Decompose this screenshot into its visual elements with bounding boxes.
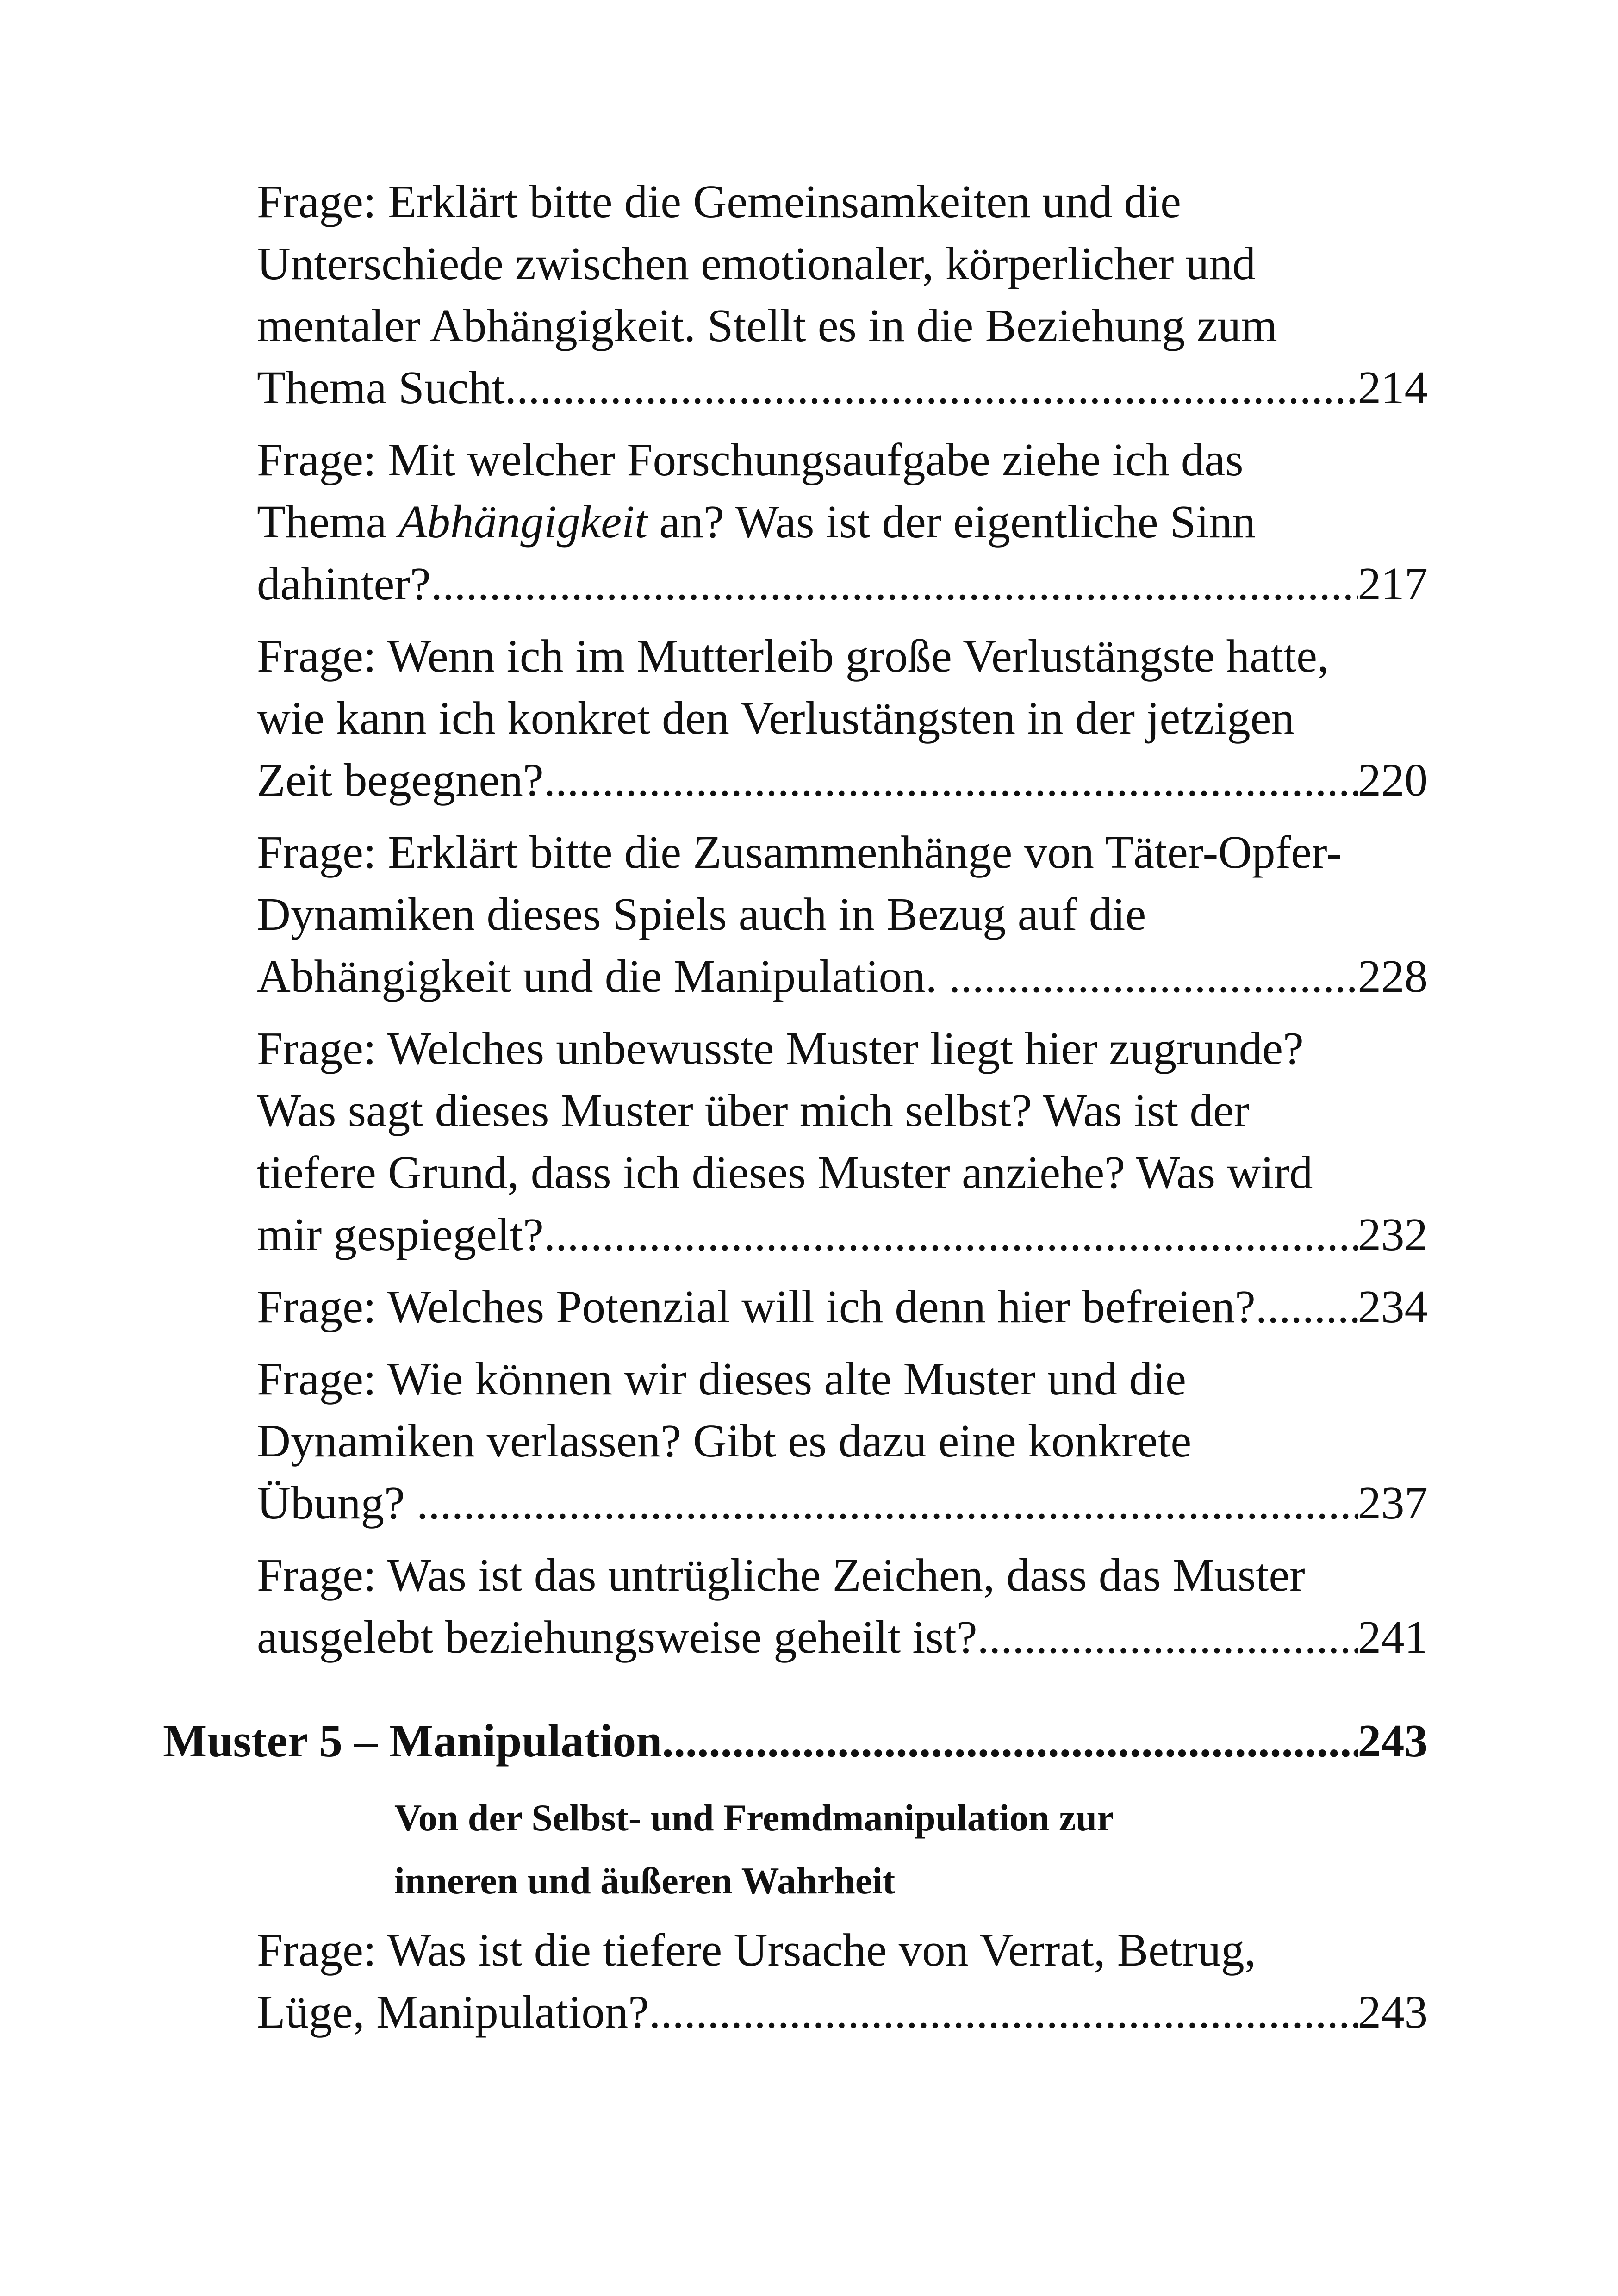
dot-leader [417, 1472, 1357, 1534]
toc-entry-last-line [257, 749, 1428, 811]
toc-entry[interactable] [257, 429, 1428, 615]
toc-page-number: 241 [1357, 1611, 1428, 1663]
toc-entry[interactable] [257, 170, 1428, 418]
toc-entry[interactable] [257, 1348, 1428, 1534]
toc-page-number: 217 [1357, 558, 1428, 610]
toc-entry-text: Thema [257, 496, 398, 548]
toc-entry-last-line [257, 1606, 1428, 1668]
dot-leader [431, 553, 1358, 615]
dot-leader [977, 1606, 1358, 1668]
toc-page-number: 243 [1357, 1986, 1428, 2038]
toc-chapter-heading[interactable] [163, 1710, 1428, 1772]
chapter-subtitle-line: Von der Selbst- und Fremdmanipulation zur [394, 1797, 1114, 1839]
toc-entry[interactable] [257, 821, 1428, 1007]
toc-entry-line: Was sagt dieses Muster über mich selbst? Was ist der [257, 1084, 1250, 1136]
toc-page-number: 237 [1357, 1477, 1428, 1529]
toc-entry-last-line [257, 1203, 1428, 1265]
toc-entry-last-line [257, 356, 1428, 418]
dot-leader [662, 1710, 1357, 1772]
toc-entry-line: Frage: Was ist das untrügliche Zeichen, dass das Muster [257, 1549, 1305, 1601]
dot-leader [517, 356, 1358, 418]
toc-entry-last-line [257, 1472, 1428, 1534]
toc-entry-line: Frage: Erklärt bitte die Gemeinsamkeiten und die [257, 175, 1181, 227]
toc-entry-text: Übung? [257, 1477, 417, 1529]
toc-entry-text: Abhängigkeit und die Manipulation. [257, 950, 949, 1002]
toc-entry[interactable] [257, 1017, 1428, 1265]
toc-page-number: 214 [1357, 361, 1428, 413]
toc-page-number: 243 [1357, 1715, 1428, 1767]
toc-chapter-line [163, 1710, 1428, 1772]
toc-entry-last-line [257, 553, 1428, 615]
toc-entry-text: Zeit begegnen? [257, 754, 544, 806]
toc-entry-text: Frage: Welches Potenzial will ich denn hier befreien? [257, 1281, 1256, 1332]
toc-entry-line: Unterschiede zwischen emotionaler, körperlicher und [257, 237, 1256, 289]
toc-entry-line: mentaler Abhängigkeit. Stellt es in die Beziehung zum [257, 299, 1277, 351]
toc-entry-text: Lüge, Manipulation? [257, 1986, 649, 2038]
toc-entry-line: Dynamiken dieses Spiels auch in Bezug auf die [257, 888, 1146, 940]
toc-entry-line: Frage: Wenn ich im Mutterleib große Verlustängste hatte, [257, 630, 1329, 682]
dot-leader [544, 749, 1358, 811]
toc-entry[interactable] [257, 1276, 1428, 1338]
chapter-title: Muster 5 – Manipulation [163, 1715, 662, 1767]
toc-page-number: 220 [1357, 754, 1428, 806]
toc-entry-last-line [257, 1276, 1428, 1338]
toc-entry[interactable] [257, 625, 1428, 811]
dot-leader [949, 945, 1357, 1007]
toc-entry-text: an? Was ist der eigentliche Sinn [647, 496, 1256, 548]
toc-entry-line: Frage: Welches unbewusste Muster liegt hier zugrunde? [257, 1022, 1304, 1074]
toc-entry-text: dahinter? [257, 558, 431, 610]
dot-leader [649, 1981, 1357, 2043]
toc-entry-text: ausgelebt beziehungsweise geheilt ist? [257, 1611, 977, 1663]
toc-page-number: 234 [1357, 1281, 1428, 1332]
chapter-subtitle-line: inneren und äußeren Wahrheit [394, 1860, 896, 1902]
toc-entry-line: Frage: Was ist die tiefere Ursache von Verrat, Betrug, [257, 1924, 1256, 1976]
toc-entry-text: Thema Sucht. [257, 361, 517, 413]
toc-entry-line: tiefere Grund, dass ich dieses Muster anziehe? Was wird [257, 1146, 1313, 1198]
toc-entry[interactable] [257, 1919, 1428, 2043]
toc-entry-line [257, 491, 1428, 553]
toc-entry-line: Frage: Wie können wir dieses alte Muster und die [257, 1353, 1186, 1405]
toc-entry-emphasis: Abhängigkeit [398, 496, 648, 548]
toc-page-number: 232 [1357, 1208, 1428, 1260]
toc-entry-line: Frage: Mit welcher Forschungsaufgabe ziehe ich das [257, 434, 1244, 485]
dot-leader [544, 1203, 1358, 1265]
toc-entry-last-line [257, 1981, 1428, 2043]
toc-entry-line: Frage: Erklärt bitte die Zusammenhänge von Täter-Opfer- [257, 826, 1342, 878]
dot-leader [1256, 1276, 1358, 1338]
toc-entries-chapter-5 [257, 1919, 1428, 2053]
toc-entry[interactable] [257, 1544, 1428, 1668]
toc-entry-last-line [257, 945, 1428, 1007]
toc-entry-text: mir gespiegelt? [257, 1208, 544, 1260]
chapter-subtitle [394, 1786, 1114, 1912]
toc-entries [257, 170, 1428, 1678]
toc-page-number: 228 [1357, 950, 1428, 1002]
toc-entry-line: Dynamiken verlassen? Gibt es dazu eine konkrete [257, 1415, 1192, 1467]
toc-entry-line: wie kann ich konkret den Verlustängsten in der jetzigen [257, 692, 1294, 744]
